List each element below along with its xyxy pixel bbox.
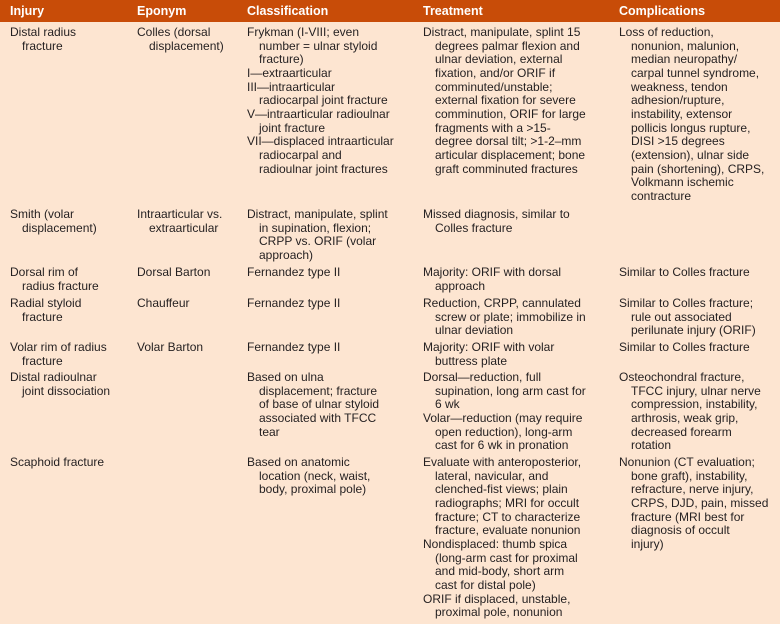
cell-paragraph: Loss of reduction, nonunion, malunion, median neuropathy/ carpal tunnel syndrome, weakness, tendon adhesion/rupture, instability, extensor pollicis longus rupture, DISI >15 degrees (extension), ulnar side pain (shortening), CRPS, Volkmann ischemic contracture: [619, 25, 765, 203]
cell-paragraph: I—extraarticular: [247, 65, 332, 80]
cell-paragraph: Similar to Colles fracture: [619, 265, 750, 279]
cell-paragraph: Similar to Colles fracture: [619, 340, 750, 354]
cell-injury: [10, 26, 132, 53]
cell-classification: [247, 26, 417, 176]
cell-paragraph: Nondisplaced: thumb spica (long-arm cast for proximal and mid-body, short arm cast for distal pole): [423, 536, 578, 592]
cell-complications: [619, 297, 779, 338]
cell-paragraph: Dorsal rim of radius fracture: [10, 265, 99, 293]
cell-treatment: [423, 26, 615, 176]
cell-injury: [10, 266, 132, 293]
cell-eponym: [137, 266, 242, 280]
header-treatment: Treatment: [423, 4, 483, 18]
cell-complications: [619, 266, 779, 280]
cell-paragraph: Distract, manipulate, splint 15 degrees palmar flexion and ulnar deviation, external fixation, and/or ORIF if comminuted/unstable; external fixation for severe comminution, ORIF for large fragments with a >15- degree dorsal tilt; >1-2–mm articular displacement; bone graft comminuted fractures: [423, 25, 586, 176]
cell-paragraph: Missed diagnosis, similar to Colles fracture: [423, 207, 570, 235]
cell-paragraph: Majority: ORIF with volar buttress plate: [423, 340, 555, 368]
cell-paragraph: Volar rim of radius fracture: [10, 340, 107, 368]
cell-eponym: [137, 208, 242, 235]
cell-paragraph: Radial styloid fracture: [10, 296, 82, 324]
cell-treatment: [423, 208, 615, 235]
cell-paragraph: Nonunion (CT evaluation; bone graft), instability, refracture, nerve injury, CRPS, DJD, pain, missed fracture (MRI best for diagnosis of occult injury): [619, 455, 769, 551]
cell-paragraph: Fernandez type II: [247, 265, 341, 279]
cell-paragraph: Majority: ORIF with dorsal approach: [423, 265, 562, 293]
cell-paragraph: Frykman (I-VIII; even number = ulnar styloid fracture): [247, 25, 378, 67]
cell-eponym: [137, 26, 242, 53]
cell-classification: [247, 297, 417, 311]
header-injury: Injury: [10, 4, 45, 18]
cell-paragraph: Colles (dorsal displacement): [137, 25, 224, 53]
cell-complications: [619, 26, 779, 204]
cell-paragraph: Volar—reduction (may require open reduction), long-arm cast for 6 wk in pronation: [423, 410, 583, 453]
cell-paragraph: Dorsal Barton: [137, 265, 211, 279]
cell-paragraph: Distal radioulnar joint dissociation: [10, 370, 111, 398]
cell-paragraph: Dorsal—reduction, full supination, long arm cast for 6 wk: [423, 370, 586, 412]
cell-paragraph: Fernandez type II: [247, 296, 341, 310]
cell-treatment: [423, 371, 615, 453]
cell-classification: [247, 266, 417, 280]
cell-injury: [10, 371, 132, 398]
cell-paragraph: Similar to Colles fracture; rule out associated perilunate injury (ORIF): [619, 296, 756, 338]
cell-paragraph: Evaluate with anteroposterior, lateral, navicular, and clenched-fist views; plain radiographs; MRI for occult fracture; CT to characterize fracture, evaluate nonunion: [423, 455, 582, 538]
cell-eponym: [137, 341, 242, 355]
cell-classification: [247, 208, 417, 263]
cell-paragraph: Osteochondral fracture, TFCC injury, ulnar nerve compression, instability, arthrosis, weak grip, decreased forearm rotation: [619, 370, 761, 453]
cell-injury: [10, 208, 132, 235]
header-eponym: Eponym: [137, 4, 187, 18]
cell-complications: [619, 456, 779, 552]
cell-classification: [247, 371, 417, 439]
cell-treatment: [423, 266, 615, 293]
cell-eponym: [137, 297, 242, 311]
header-classification: Classification: [247, 4, 329, 18]
cell-paragraph: Smith (volar displacement): [10, 207, 97, 235]
cell-paragraph: V—intraarticular radioulnar joint fracture: [247, 106, 390, 135]
cell-paragraph: Distract, manipulate, splint in supination, flexion; CRPP vs. ORIF (volar approach): [247, 207, 388, 262]
cell-treatment: [423, 341, 615, 368]
cell-injury: [10, 341, 132, 368]
cell-paragraph: Fernandez type II: [247, 340, 341, 354]
cell-injury: [10, 297, 132, 324]
cell-paragraph: Based on anatomic location (neck, waist, body, proximal pole): [247, 455, 371, 497]
cell-treatment: [423, 297, 615, 338]
cell-paragraph: ORIF if displaced, unstable, proximal pole, nonunion: [423, 591, 571, 620]
cell-paragraph: Based on ulna displacement; fracture of base of ulnar styloid associated with TFCC tear: [247, 370, 380, 439]
cell-complications: [619, 371, 779, 453]
cell-paragraph: Chauffeur: [137, 296, 190, 310]
cell-complications: [619, 341, 779, 355]
cell-classification: [247, 341, 417, 355]
cell-classification: [247, 456, 417, 497]
table-header: [0, 0, 780, 22]
header-complications: Complications: [619, 4, 706, 18]
cell-treatment: [423, 456, 615, 620]
cell-paragraph: III—intraarticular radiocarpal joint fracture: [247, 79, 388, 108]
cell-paragraph: VII—displaced intraarticular radiocarpal and radioulnar joint fractures: [247, 134, 394, 176]
cell-paragraph: Intraarticular vs. extraarticular: [137, 207, 223, 235]
cell-paragraph: Scaphoid fracture: [10, 455, 105, 469]
cell-paragraph: Distal radius fracture: [10, 25, 77, 53]
cell-paragraph: Volar Barton: [137, 340, 204, 354]
cell-injury: [10, 456, 132, 470]
cell-paragraph: Reduction, CRPP, cannulated screw or plate; immobilize in ulnar deviation: [423, 296, 586, 338]
